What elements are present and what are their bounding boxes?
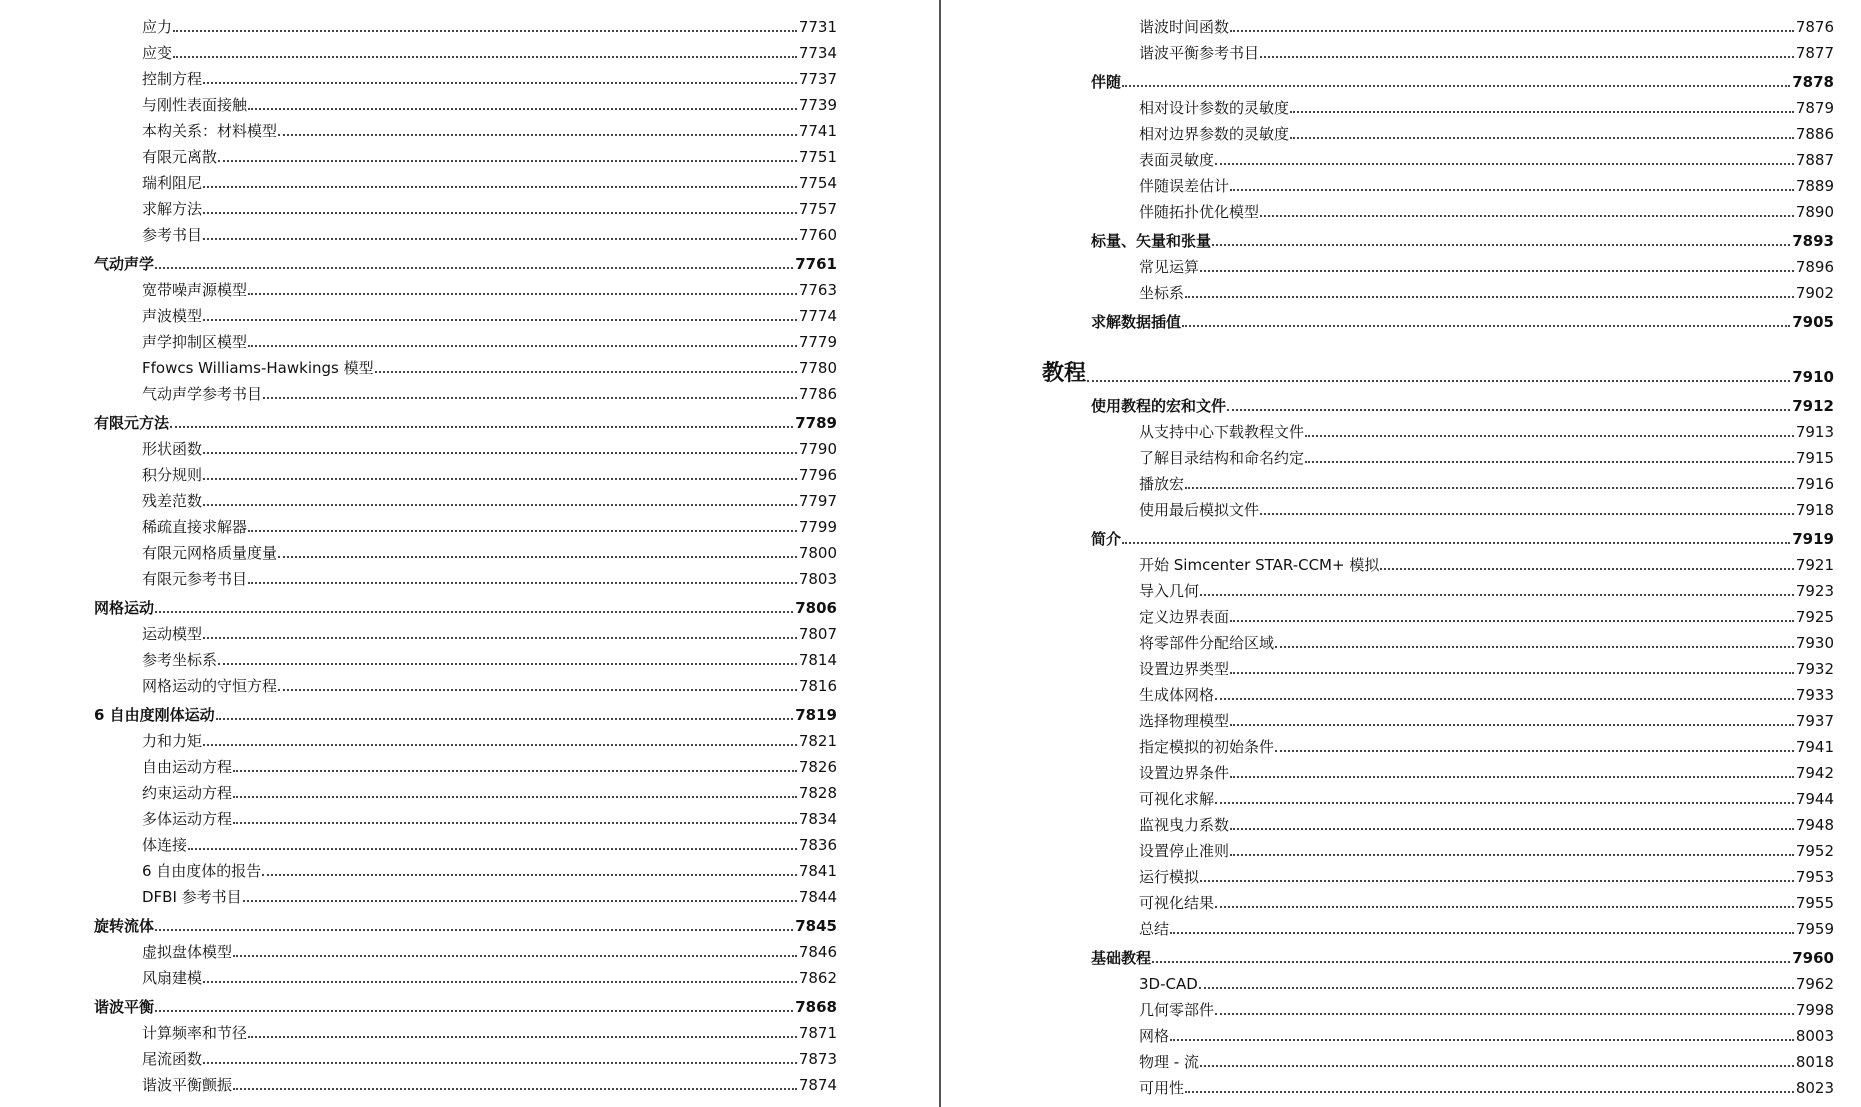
toc-entry-page-number: 7754 [798,174,837,192]
toc-subsection-link[interactable] [0,731,1834,757]
dot-leader [1212,244,1790,246]
toc-entry-title: 定义边界表面 [1139,608,1230,626]
toc-subsection-link[interactable] [0,575,1834,601]
toc-entry-page-number: 7925 [1795,608,1834,626]
toc-entry-title: 多体运动方程 [142,810,233,828]
toc-entry-page-number: 7959 [1795,920,1834,938]
toc-entry-page-number: 7919 [1792,530,1834,548]
toc-entry-page-number: 7913 [1795,423,1834,441]
toc-entry-title: 6 自由度体的报告 [142,862,262,880]
toc-entry-title: 教程 [1042,361,1087,386]
toc-entry-title: 物理 - 流 [1139,1053,1199,1071]
toc-subsection-link[interactable] [0,809,1834,835]
toc-entry-page-number: 7960 [1792,949,1834,967]
toc-entry-title: 尾流函数 [142,1050,203,1068]
toc-entry-title: 可用性 [1139,1079,1185,1097]
toc-entry-title: 6 自由度刚体运动 [94,706,215,724]
dot-leader [1260,215,1794,217]
toc-entry-page-number: 7953 [1795,868,1834,886]
toc-entry-page-number: 7878 [1792,73,1834,91]
toc-entry-title: 播放宏 [1139,475,1185,493]
toc-subsection-link[interactable] [0,994,1834,1020]
toc-entry-title: 谐波平衡颤振 [142,1076,233,1094]
dot-leader [1185,296,1794,298]
toc-entry-page-number: 7737 [798,70,837,88]
toc-entry-title: 常见运算 [1139,258,1200,276]
toc-entry-page-number: 7948 [1795,816,1834,834]
toc-entry-title: 虚拟盘体模型 [142,943,233,961]
toc-entry-title: 谐波时间函数 [1139,18,1230,36]
toc-entry-page-number: 7826 [798,758,837,776]
dot-leader [1152,961,1790,963]
toc-entry-title: 有限元参考书目 [142,570,248,588]
toc-entry-page-number: 7933 [1795,686,1834,704]
dot-leader [1230,828,1794,830]
toc-entry-title: 与刚性表面接触 [142,96,248,114]
toc-entry-title: 从支持中心下载教程文件 [1139,423,1305,441]
toc-subsection-link[interactable] [0,968,1834,994]
toc-entry-title: 伴随拓扑优化模型 [1139,203,1260,221]
toc-entry-page-number: 7952 [1795,842,1834,860]
toc-subsection-link[interactable] [0,468,1834,494]
toc-entry-page-number: 7886 [1795,125,1834,143]
toc-entry-title: 基础教程 [1091,949,1152,967]
toc-entry-title: 网格运动的守恒方程 [142,677,278,695]
toc-entry-page-number: 7814 [798,651,837,669]
toc-entry-title: 坐标系 [1139,284,1185,302]
toc-entry-title: 选择物理模型 [1139,712,1230,730]
toc-entry-page-number: 7910 [1792,368,1834,386]
toc-subsection-link[interactable] [0,601,1834,627]
toc-entry-title: 参考书目 [142,226,203,244]
toc-entry-title: 求解数据插值 [1091,313,1182,331]
toc-entry-page-number: 7796 [798,466,837,484]
toc-section-link[interactable] [0,306,1834,332]
toc-entry-title: 伴随误差估计 [1139,177,1230,195]
toc-entry-title: 体连接 [142,836,188,854]
dot-leader [1230,776,1794,778]
toc-entry-page-number: 7786 [798,385,837,403]
toc-subsection-link[interactable] [0,887,1834,913]
toc-entry-title: 本构关系：材料模型 [142,122,278,140]
toc-subsection-link[interactable] [0,11,1834,37]
toc-entry-page-number: 7836 [798,836,837,854]
toc-entry-page-number: 7816 [798,677,837,695]
toc-entry-page-number: 7937 [1795,712,1834,730]
toc-subsection-link[interactable] [0,442,1834,468]
toc-entry-title: 参考坐标系 [142,651,218,669]
dot-leader [1215,163,1794,165]
dot-leader [1215,906,1794,908]
toc-subsection-link[interactable] [0,144,1834,170]
dot-leader [1275,646,1794,648]
toc-entry-page-number: 7790 [798,440,837,458]
toc-entry-page-number: 7734 [798,44,837,62]
dot-leader [1200,270,1794,272]
toc-entry-page-number: 7902 [1795,284,1834,302]
toc-entry-page-number: 7821 [798,732,837,750]
dot-leader [1200,880,1794,882]
toc-entry-title: 设置边界条件 [1139,764,1230,782]
dot-leader [1290,137,1794,139]
toc-entry-page-number: 7998 [1795,1001,1834,1019]
toc-entry-title: 有限元离散 [142,148,218,166]
dot-leader [1260,56,1794,58]
toc-subsection-link[interactable] [0,653,1834,679]
toc-subsection-link[interactable] [0,679,1834,705]
toc-entry-page-number: 7871 [798,1024,837,1042]
toc-entry-title: 相对设计参数的灵敏度 [1139,99,1290,117]
toc-entry-title: 指定模拟的初始条件 [1139,738,1275,756]
toc-subsection-link[interactable] [0,92,1834,118]
toc-subsection-link[interactable] [0,835,1834,861]
toc-entry-page-number: 7751 [798,148,837,166]
toc-entry-page-number: 7807 [798,625,837,643]
toc-entry-title: 稀疏直接求解器 [142,518,248,536]
toc-entry-page-number: 8018 [1795,1053,1834,1071]
toc-entry-title: 可视化结果 [1139,894,1215,912]
toc-subsection-link[interactable] [0,549,1834,575]
toc-entry-page-number: 7889 [1795,177,1834,195]
toc-subsection-link[interactable] [0,37,1834,63]
toc-entry-page-number: 7819 [795,706,837,724]
dot-leader [1185,487,1794,489]
toc-entry-page-number: 7915 [1795,449,1834,467]
toc-entry-title: 3D-CAD [1139,975,1198,993]
toc-entry-page-number: 7873 [798,1050,837,1068]
dot-leader [1215,1013,1794,1015]
toc-entry-title: 有限元网格质量度量 [142,544,278,562]
toc-entry-title: 使用教程的宏和文件 [1091,397,1227,415]
dot-leader [1230,620,1794,622]
toc-subsection-link[interactable] [0,277,1834,303]
toc-entry-title: 谐波平衡 [94,998,155,1016]
toc-entry-page-number: 7932 [1795,660,1834,678]
dot-leader [1275,750,1794,752]
toc-entry-page-number: 7799 [798,518,837,536]
toc-entry-page-number: 7876 [1795,18,1834,36]
toc-entry-page-number: 7962 [1795,975,1834,993]
toc-entry-title: Ffowcs Williams-Hawkings 模型 [142,359,374,377]
toc-entry-title: 应变 [142,44,173,62]
toc-entry-page-number: 7944 [1795,790,1834,808]
dot-leader [1215,802,1794,804]
toc-entry-title: 残差范数 [142,492,203,510]
toc-entry-page-number: 7942 [1795,764,1834,782]
toc-entry-page-number: 7930 [1795,634,1834,652]
toc-section-link[interactable] [0,942,1834,968]
toc-entry-page-number: 7760 [798,226,837,244]
toc-entry-page-number: 7845 [795,917,837,935]
toc-entry-page-number: 7844 [798,888,837,906]
dot-leader [1230,724,1794,726]
toc-entry-title: 生成体网格 [1139,686,1215,704]
toc-entry-title: 运行模拟 [1139,868,1200,886]
toc-subsection-link[interactable] [0,705,1834,731]
toc-entry-title: 网格 [1139,1027,1170,1045]
toc-entry-page-number: 7779 [798,333,837,351]
toc-subsection-link[interactable] [0,913,1834,939]
toc-subsection-link[interactable] [0,1046,1834,1072]
toc-entry-title: 形状函数 [142,440,203,458]
toc-entry-page-number: 7757 [798,200,837,218]
toc-section-link[interactable] [0,66,1834,92]
toc-entry-title: 约束运动方程 [142,784,233,802]
dot-leader [1260,513,1794,515]
toc-entry-title: 气动声学参考书目 [142,385,263,403]
toc-entry-page-number: 7828 [798,784,837,802]
toc-entry-page-number: 7912 [1792,397,1834,415]
toc-subsection-link[interactable] [0,251,1834,277]
dot-leader [1230,30,1794,32]
toc-entry-page-number: 7893 [1792,232,1834,250]
toc-subsection-link[interactable] [0,494,1834,520]
toc-entry-page-number: 7879 [1795,99,1834,117]
toc-entry-title: 力和力矩 [142,732,203,750]
toc-subsection-link[interactable] [0,757,1834,783]
toc-subsection-link[interactable] [0,861,1834,887]
toc-entry-page-number: 7806 [795,599,837,617]
toc-entry-page-number: 7841 [798,862,837,880]
toc-entry-title: 设置边界类型 [1139,660,1230,678]
toc-entry-page-number: 7955 [1795,894,1834,912]
dot-leader [1230,189,1794,191]
dot-leader [1087,380,1790,382]
dot-leader [1305,461,1794,463]
toc-entry-page-number: 7923 [1795,582,1834,600]
toc-entry-page-number: 7774 [798,307,837,325]
toc-entry-title: 风扇建模 [142,969,203,987]
toc-subsection-link[interactable] [0,627,1834,653]
dot-leader [1122,542,1790,544]
toc-chapter-link[interactable] [0,357,1834,387]
dot-leader [1170,932,1794,934]
toc-entry-title: 自由运动方程 [142,758,233,776]
toc-entry-title: 计算频率和节径 [142,1024,248,1042]
toc-entry-page-number: 8003 [1795,1027,1834,1045]
toc-entry-title: 设置停止准则 [1139,842,1230,860]
toc-entry-title: 声学抑制区模型 [142,333,248,351]
toc-entry-page-number: 7846 [798,943,837,961]
toc-entry-title: 气动声学 [94,255,155,273]
toc-entry-title: 谐波平衡参考书目 [1139,44,1260,62]
toc-entry-title: 有限元方法 [94,414,170,432]
toc-entry-title: 求解方法 [142,200,203,218]
toc-subsection-link[interactable] [0,170,1834,196]
toc-entry-page-number: 7874 [798,1076,837,1094]
toc-entry-page-number: 7905 [1792,313,1834,331]
toc-entry-page-number: 8023 [1795,1079,1834,1097]
toc-entry-page-number: 7763 [798,281,837,299]
toc-entry-title: 运动模型 [142,625,203,643]
dot-leader [1230,854,1794,856]
toc-entry-title: 宽带噪声源模型 [142,281,248,299]
toc-section-link[interactable] [0,390,1834,416]
toc-entry-page-number: 7741 [798,122,837,140]
toc-entry-page-number: 7797 [798,492,837,510]
toc-entry-title: 网格运动 [94,599,155,617]
toc-entry-title: 标量、矢量和张量 [1091,232,1212,250]
toc-entry-title: 声波模型 [142,307,203,325]
toc-entry-title: 了解目录结构和命名约定 [1139,449,1305,467]
dot-leader [1227,409,1790,411]
toc-right-page [0,11,1834,1098]
dot-leader [1185,1091,1794,1093]
toc-entry-title: 使用最后模拟文件 [1139,501,1260,519]
toc-entry-title: 积分规则 [142,466,203,484]
toc-section-link[interactable] [0,225,1834,251]
toc-entry-title: DFBI 参考书目 [142,888,242,906]
toc-entry-page-number: 7803 [798,570,837,588]
toc-entry-page-number: 7890 [1795,203,1834,221]
toc-entry-page-number: 7800 [798,544,837,562]
toc-entry-page-number: 7916 [1795,475,1834,493]
toc-entry-title: 开始 Simcenter STAR-CCM+ 模拟 [1139,556,1380,574]
toc-subsection-link[interactable] [0,196,1834,222]
toc-subsection-link[interactable] [0,118,1834,144]
dot-leader [1170,1039,1794,1041]
toc-entry-page-number: 7887 [1795,151,1834,169]
toc-subsection-link[interactable] [0,783,1834,809]
toc-entry-title: 旋转流体 [94,917,155,935]
toc-entry-page-number: 7921 [1795,556,1834,574]
toc-entry-page-number: 7739 [798,96,837,114]
dot-leader [1305,435,1794,437]
toc-entry-title: 控制方程 [142,70,203,88]
toc-entry-page-number: 7731 [798,18,837,36]
dot-leader [1290,111,1794,113]
dot-leader [1215,698,1794,700]
toc-entry-page-number: 7868 [795,998,837,1016]
toc-entry-title: 可视化求解 [1139,790,1215,808]
dot-leader [1230,672,1794,674]
toc-entry-title: 总结 [1139,920,1170,938]
toc-entry-page-number: 7918 [1795,501,1834,519]
toc-entry-page-number: 7834 [798,810,837,828]
toc-entry-page-number: 7862 [798,969,837,987]
dot-leader [1200,1065,1794,1067]
toc-entry-page-number: 7941 [1795,738,1834,756]
toc-entry-title: 导入几何 [1139,582,1200,600]
toc-entry-page-number: 7761 [795,255,837,273]
toc-subsection-link[interactable] [0,416,1834,442]
toc-section-link[interactable] [0,523,1834,549]
toc-subsection-link[interactable] [0,1072,1834,1098]
dot-leader [1199,987,1794,989]
toc-entry-page-number: 7877 [1795,44,1834,62]
toc-entry-title: 相对边界参数的灵敏度 [1139,125,1290,143]
toc-entry-title: 瑞利阻尼 [142,174,203,192]
toc-entry-title: 几何零部件 [1139,1001,1215,1019]
toc-entry-title: 伴随 [1091,73,1122,91]
dot-leader [1200,594,1794,596]
toc-entry-page-number: 7789 [795,414,837,432]
toc-entry-title: 监视曳力系数 [1139,816,1230,834]
toc-entry-title: 简介 [1091,530,1122,548]
toc-entry-page-number: 7896 [1795,258,1834,276]
dot-leader [1182,325,1790,327]
dot-leader [1380,568,1793,570]
toc-entry-title: 表面灵敏度 [1139,151,1215,169]
toc-entry-title: 将零部件分配给区域 [1139,634,1275,652]
dot-leader [1122,85,1790,87]
toc-subsection-link[interactable] [0,1020,1834,1046]
toc-entry-page-number: 7780 [798,359,837,377]
toc-entry-title: 应力 [142,18,173,36]
